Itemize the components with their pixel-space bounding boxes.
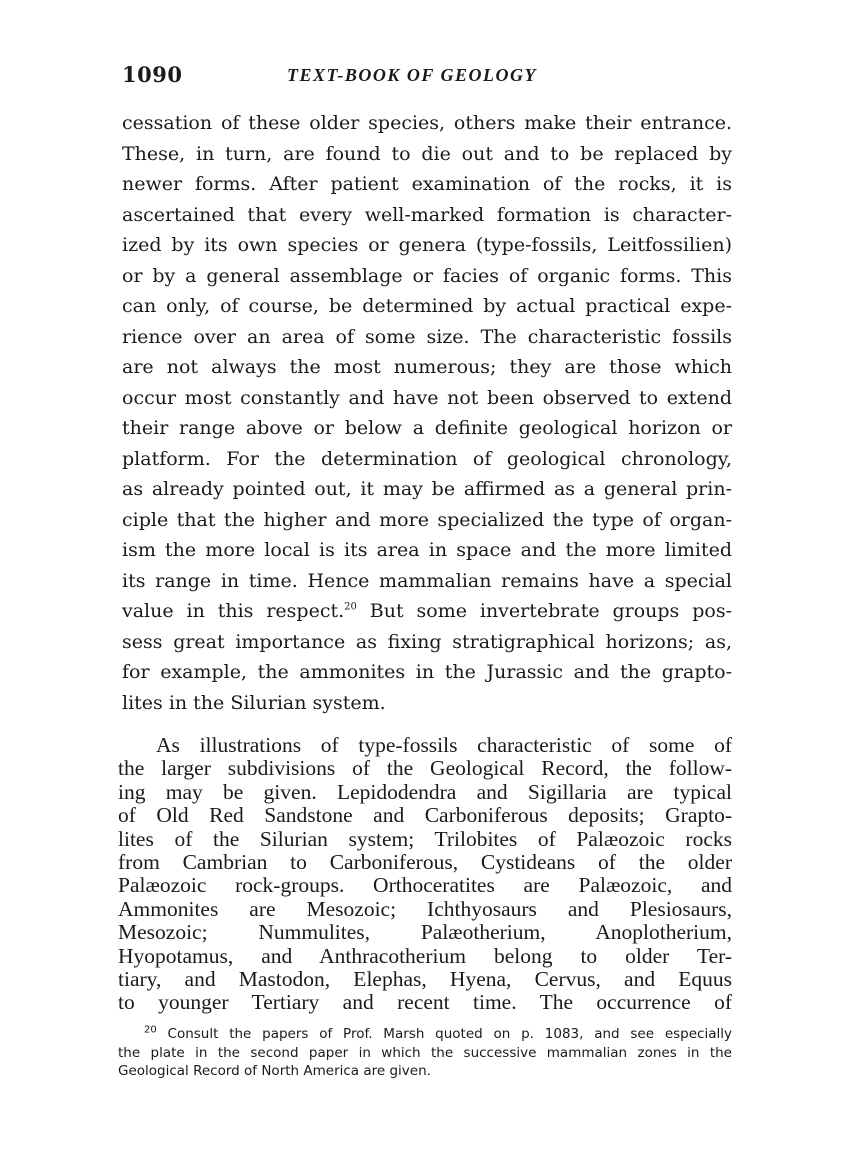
paragraph-2 <box>118 734 732 1015</box>
text-segment: But some invertebrate groups pos- <box>356 600 732 622</box>
text-line: newer forms. After patient examination of the rocks, it is <box>122 173 732 195</box>
text-line: can only, of course, be determined by actual practical expe- <box>122 295 732 317</box>
text-line: of Old Red Sandstone and Carboniferous deposits; Grapto- <box>118 803 732 828</box>
text-line: Palæozoic rock-groups. Orthoceratites are Palæozoic, and <box>118 873 732 898</box>
running-head: TEXT-BOOK OF GEOLOGY <box>287 65 538 85</box>
text-line: to younger Tertiary and recent time. The occurrence of <box>118 990 732 1015</box>
text-line: its range in time. Hence mammalian remains have a special <box>122 569 732 592</box>
footnote-line <box>118 1025 732 1044</box>
text-line: cessation of these older species, others make their entrance. <box>122 112 732 134</box>
page-header <box>122 62 732 92</box>
text-line: ciple that the higher and more specialized the type of organ- <box>122 508 732 531</box>
text-line: ascertained that every well-marked formation is character- <box>122 203 732 226</box>
footnote-line: the plate in the second paper in which the successive mammalian zones in the <box>118 1044 732 1061</box>
text-line: Hyopotamus, and Anthracotherium belong to older Ter- <box>118 943 732 968</box>
text-segment: Consult the papers of Prof. Marsh quoted on p. 1083, and see especially <box>156 1026 732 1042</box>
text-line: lites of the Silurian system; Trilobites of Palæozoic rocks <box>118 826 732 851</box>
footnote-line: Geological Record of North America are given. <box>118 1063 431 1079</box>
paragraph-1 <box>122 108 732 718</box>
text-line: their range above or below a definite geological horizon or <box>122 417 732 439</box>
text-line: from Cambrian to Carboniferous, Cystideans of the older <box>118 850 732 875</box>
text-line: These, in turn, are found to die out and to be replaced by <box>122 142 732 165</box>
text-line: As illustrations of type-fossils characteristic of some of <box>156 733 732 757</box>
footnote-marker: 20 <box>144 1024 157 1036</box>
text-line: tiary, and Mastodon, Elephas, Hyena, Cervus, and Equus <box>118 967 732 992</box>
text-line: ism the more local is its area in space and the more limited <box>122 539 732 561</box>
text-line: ing may be given. Lepidodendra and Sigillaria are typical <box>118 779 732 804</box>
text-line: are not always the most numerous; they are those which <box>122 356 732 378</box>
text-line: rience over an area of some size. The characteristic fossils <box>122 325 732 348</box>
text-line: or by a general assemblage or facies of organic forms. This <box>122 264 732 287</box>
text-segment: value in this respect. <box>122 600 345 622</box>
footnote-reference[interactable]: 20 <box>344 601 357 613</box>
footnote <box>118 1025 732 1081</box>
text-line: for example, the ammonites in the Jurassic and the grapto- <box>122 661 732 683</box>
text-line: lites in the Silurian system. <box>122 691 386 714</box>
text-line: Mesozoic; Nummulites, Palæotherium, Anoplotherium, <box>118 920 732 945</box>
text-line: as already pointed out, it may be affirmed as a general prin- <box>122 478 732 500</box>
text-line: sess great importance as fixing stratigraphical horizons; as, <box>122 630 732 653</box>
text-line: platform. For the determination of geological chronology, <box>122 447 732 470</box>
text-line-with-footnote-ref <box>122 596 732 627</box>
page-number: 1090 <box>122 62 183 87</box>
text-line: the larger subdivisions of the Geological Record, the follow- <box>118 756 732 781</box>
text-line: occur most constantly and have not been observed to extend <box>122 386 732 409</box>
text-line: ized by its own species or genera (type-fossils, Leitfossilien) <box>122 234 732 256</box>
text-line: Ammonites are Mesozoic; Ichthyosaurs and Plesiosaurs, <box>118 896 732 921</box>
